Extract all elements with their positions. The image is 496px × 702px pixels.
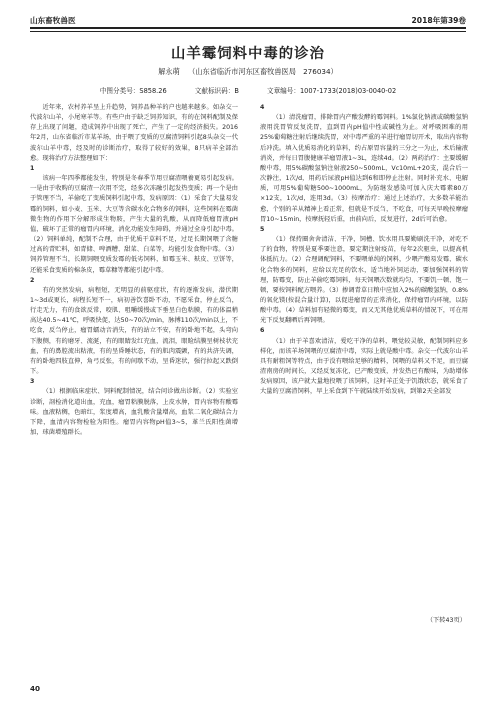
section-heading-5: 5 xyxy=(260,225,265,233)
author-name: 解永萌 xyxy=(158,67,180,76)
diagnosis-paragraph: （1）根据临床症状、饲料配制情况，结合问诊做出诊断。（2）实验室诊断，剖检消化道出血，充血，瘤胃粘膜脱落，上皮水肿，胃内容物有酸霉味。血液粘稠，色暗红，浆度增高，血乳酸含量增高，血浆二氧化碳结合力下降，血清内容物检验为阳性。瘤胃内容物pH值3~5，革兰氏阳性菌增加，球菌增殖群长。 xyxy=(30,388,238,436)
section-heading-1: 1 xyxy=(30,164,35,172)
author-line xyxy=(0,67,496,77)
issue-info: 2018年第39卷 xyxy=(411,16,466,25)
document-code: 文献标识码：B xyxy=(194,87,239,95)
intro-paragraph: 近年来，农村养羊呈上升趋势，饲养品种羊的户也越来越多。如杂交一代波尔山羊，小尾寒羊等。有些户由于缺乏饲养知识，有的在饲料配制及保存上出现了问题，造成饲养中出现了死亡，产生了一定的经济损失。2016年2月，山东省临沂市某羊场，由于喂了变质的豆腐渣饲料引起8头杂交一代波尔山羊中毒，经及时的诊断治疗，取得了较好的效果，8只病羊全部治愈。现将治疗方法整理如下： xyxy=(30,104,238,162)
article-number: 文章编号：1007-1733(2018)03-0040-02 xyxy=(266,87,397,95)
clc-number: 中图分类号：S858.26 xyxy=(99,87,167,95)
right-column xyxy=(260,103,468,398)
symptoms-paragraph: 有的突然发病，病程短，无明显的前驱症状，有的逐渐发病，潜伏期1~3d或更长，病程长短不一，病初善饮喜卧不动，不愿采食，停止反刍，行走无力，有的食欲反常，咬肌、咀嚼缓慢或下垂呈白色粘膜，有的体温稍高达40.5~41℃，呼吸快促，达50~70次/min，脉搏110次/min以上，不吃食，反刍停止，瘤胃蠕动音消失，有的站立不安，有的卧地不起，头弯向下腹侧，有的磨牙、流涎，有的眼睛发红充血，流泪，眼睑结膜呈树枝状充血，有的鼻腔流出粘液，有的呈昏睡状态，有的肌肉震颤，有的共济失调，有的卧地四肢直伸，角弓反张，有的间歇不动，呈昏迷状，强行拉起又跌倒下。 xyxy=(30,286,238,376)
left-column xyxy=(30,103,238,438)
discussion-paragraph: （1）由于羊喜欢清洁，爱吃干净的草料，喂觉较灵敏，配制饲料应多样化，而该羊场饲喂的豆腐渣中毒，实际上就是酸中毒。杂交一代波尔山羊具有耐粗饲等特点，由于没有喂给足够的精料，饲喂的草料又不足，而豆腐渣南房的时间长，又经反复冻化，已产酸变质，并发热已有酸味，为助增体发病原因，该户就大量地投喂了该饲料，这时羊正处于饥饿状态，就采食了大量的豆腐渣饲料，早上采食到下午就陆续开始发病，到第2天全部发 xyxy=(260,337,468,396)
cause-paragraph: 该病一年四季都能发生，特别是冬春季节用豆腐渣喂養更易引起发病。一是由于收购的豆腐渣一次用不完，经多次冻融引起发热变质；再一个是由于管理不当，羊偷吃了变质饲料引起中毒，发病原因：（1）采食了大量易发霉的饲料，如小麦、玉米、大豆等含碳水化合物多的饲料，这些饲料在霉菌微生物的作用下分解形成生物胺，产生大量的乳酸，从而降低瘤胃液pH值，破坏了正常的瘤胃内环境，消化功能发生障碍，并通过全身引起中毒。（2）饲料单纯，配制不合理，由于优质干草料不足，过足长期饲喂了含糖过高的青贮料，如青储、啤酒糟、甜菜、白菜等，均能引发食物中毒。（3）饲养管理不当，长期饲喂变质发霉的低劣饲料，如霉玉米、麸皮、豆饼等，还能采食变质的棉条皮，霉草糠等都能引起中毒。 xyxy=(30,175,238,274)
header-rule-thin xyxy=(30,31,466,32)
author-affiliation: （山东省临沂市河东区畜牧兽医局 276034） xyxy=(188,67,338,76)
section-heading-6: 6 xyxy=(260,327,265,335)
continued-note: （下转43页） xyxy=(426,617,466,624)
page-number: 40 xyxy=(30,684,41,693)
section-heading-2: 2 xyxy=(30,276,35,284)
article-meta xyxy=(0,85,496,95)
prevention-paragraph: （1）保持圈舍舍清洁、干净，饲槽、饮水用具要勤刷洗干净，对吃不了的食物，特别是夏季要注意，要定期注射疫苗，每年2次驱虫，以提高机体抵抗力。（2）合理调配饲料，不要喂单纯的饲料，少喂产酸易发霉、碳水化合物多的饲料，应给以充足的饮水，适当地补饲运动，要加强饲料的管理，防霉变，防止羊偷吃霉饲料，每天饲喂次数就均匀，不要饥一顿、饱一顿，要按饲料配方喂养。（3）掺调青草日粮中应加入2%的碳酸氢钠，0.8%的氧化镁(按混合量计算)，以促进瘤胃的正常消化，保持瘤胃内环境，以防酸中毒。（4）草料加有轻微的霉变，而又无其他优质草料的情况下，可在用光下反复翻晒后再饲喂。 xyxy=(260,236,468,325)
treatment-paragraph: （1）清洗瘤胃，排除胃内产酸发酵的霉饲料。1%氯化钠液或碳酸氢钠液用洗胃管反复洗胃，直到胃内pH值中性或碱性为止。对呼吸困难的用25%葡萄糖注射后继续洗胃，对中毒严重的羊进行瘤胃切开术，取出内容物后冲洗。填入优质易消化的草料，约占原胃容量的三分之一为止，术后输液消炎，并每日胃腹健康羊瘤胃液1~3L，连续4d。（2）两药治疗：主要缓解酸中毒，用5%碳酸氢钠注射液250~500mL，Vc10mL+20支，混合后一次静注，1次/d，用药后尿液pH值达到6和即停止注射。同时补充水、电解质，可用5%葡萄糖500~1000mL，为防继发感染可加入庆大霉素80万×12支，1次/d，连用3d。（3）按摩治疗：通过上述治疗，大多数羊能治愈，个别的羊从精神上看正常，但就是不反刍，不吃食，可每天早晚按摩瘤胃10~15min，按摩抚轻后重，由前向后，反复进行，2d后可治愈。 xyxy=(260,114,468,223)
running-header xyxy=(30,14,466,26)
section-heading-4: 4 xyxy=(260,104,265,111)
section-heading-3: 3 xyxy=(30,378,35,386)
header-rule xyxy=(30,27,466,29)
journal-name: 山东畜牧兽医 xyxy=(30,16,76,25)
article-title: 山羊霉饲料中毒的诊治 xyxy=(171,46,325,62)
